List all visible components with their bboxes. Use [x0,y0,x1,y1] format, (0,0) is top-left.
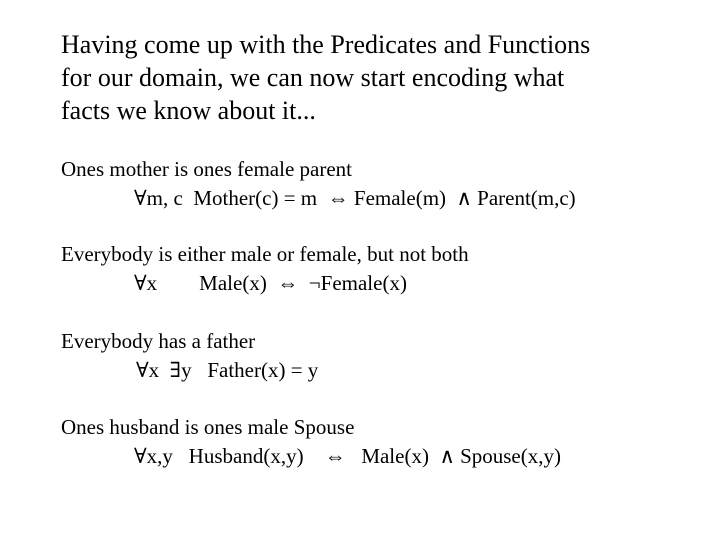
slide-title [61,28,701,127]
fact-formula: ∀x Male(x) ⇔ ¬Female(x) [134,271,407,295]
title-line: facts we know about it... [61,96,316,125]
title-line: for our domain, we can now start encoding what [61,63,565,92]
fact-male-female [61,240,701,298]
title-line: Having come up with the Predicates and Functions [61,30,591,59]
fact-husband [61,413,701,471]
fact-mother [61,155,701,213]
fact-statement: Everybody is either male or female, but not both [61,242,469,266]
fact-statement: Everybody has a father [61,329,256,353]
fact-statement: Ones mother is ones female parent [61,157,352,181]
fact-formula: ∀m, c Mother(c) = m ⇔ Female(m) ∧ Parent(m,c) [134,186,576,210]
fact-statement: Ones husband is ones male Spouse [61,415,355,439]
fact-formula: ∀x,y Husband(x,y) ⇔ Male(x) ∧ Spouse(x,y) [134,444,561,468]
fact-father [61,327,701,385]
fact-formula: ∀x ∃y Father(x) = y [136,358,319,382]
